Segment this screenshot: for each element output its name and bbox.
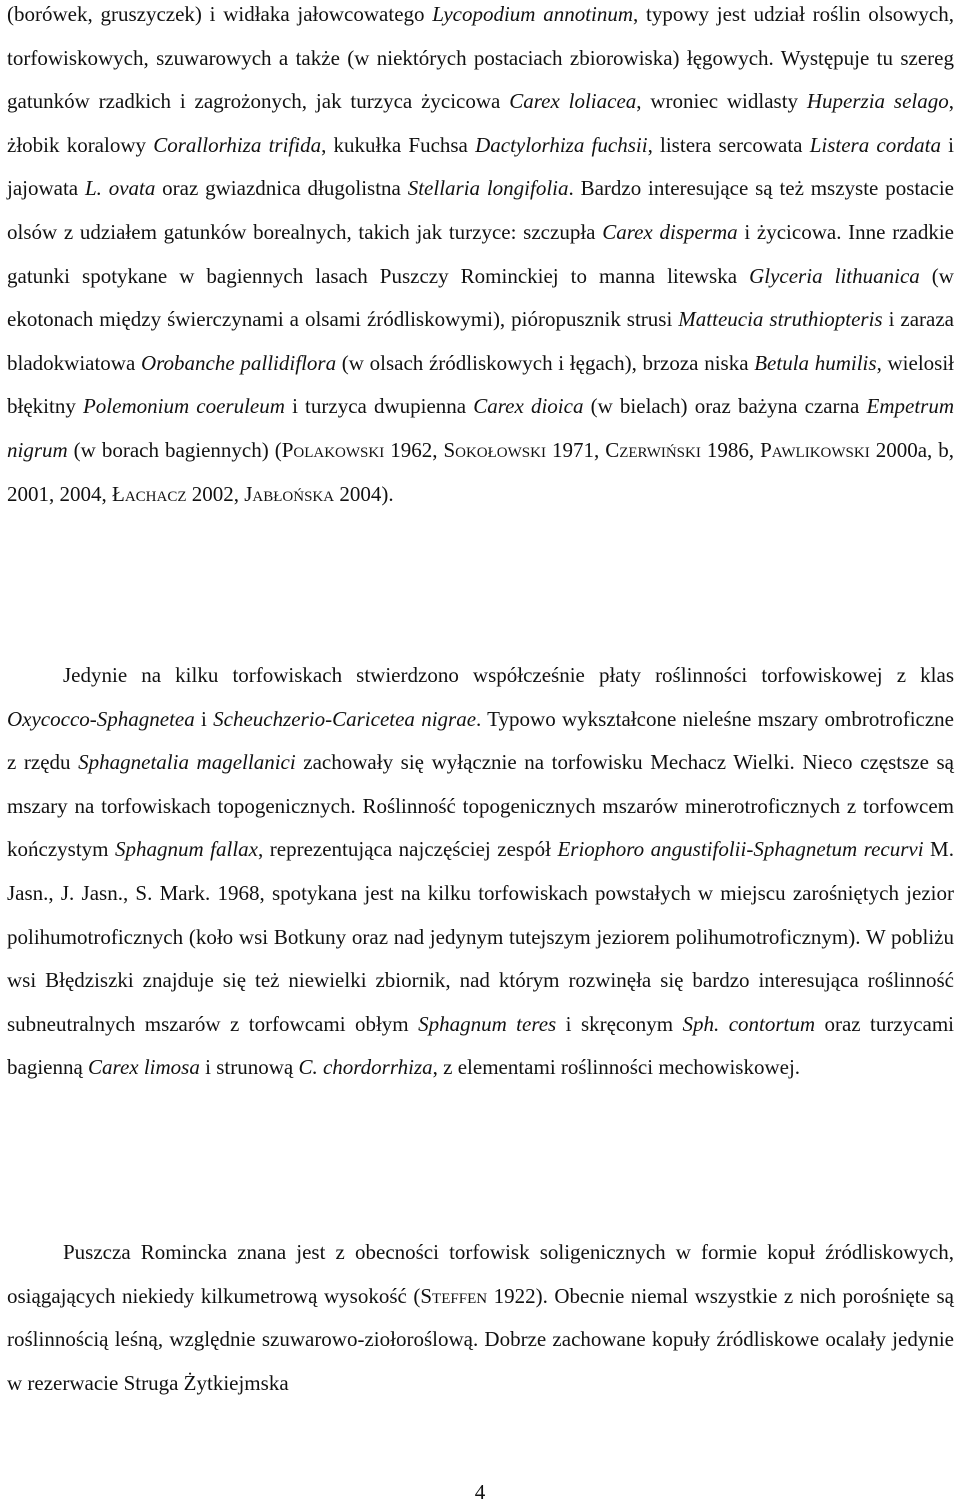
text-run: i turzyca dwupienna — [284, 394, 474, 419]
text-run: 1986, — [700, 437, 761, 462]
text-run: i jajowata — [7, 132, 954, 201]
text-run: , z elementami roślinności mechowiskowej. — [432, 1055, 801, 1080]
species-name: Orobanche pallidiflora — [141, 350, 337, 375]
text-run: , żłobik koralowy — [7, 89, 954, 157]
text-run: . Typowo wykształcone nieleśne mszary ombrotroficzne z rzędu — [7, 706, 955, 775]
text-run: 2000a, b, 2001, 2004, — [7, 437, 955, 506]
species-name: Corallorhiza trifida — [153, 132, 322, 157]
text-run: 1962, — [384, 437, 444, 462]
paragraph-3 — [7, 1231, 954, 1405]
author-citation: Pawlikowski — [760, 437, 870, 462]
text-run: , kukułka Fuchsa — [321, 132, 476, 157]
species-name: L. ovata — [84, 176, 156, 201]
text-run: . Bardzo interesujące są też mszyste postacie olsów z udziałem gatunków borealnych, takich jak turzyce: szczupła — [7, 176, 954, 244]
species-name: Carex loliacea — [509, 89, 637, 114]
text-run: zachowały się wyłącznie na torfowisku Mechacz Wielki. Nieco częstsze są mszary na torfowiskach topogenicznych. Roślinność topogenicznych mszarów minerotroficznych z torfowcem kończystym — [7, 750, 954, 862]
text-run: , wielosił błękitny — [7, 350, 955, 419]
text-run: (w borach bagiennych) ( — [67, 437, 282, 462]
species-name: Empetrum nigrum — [7, 394, 954, 462]
text-run: oraz gwiazdnica długolistna — [155, 176, 408, 201]
author-citation: Czerwiński — [605, 437, 701, 462]
text-run: i strunową — [199, 1055, 299, 1080]
species-name: Scheuchzerio-Caricetea nigrae — [213, 706, 477, 731]
species-name: Glyceria lithuanica — [749, 263, 920, 288]
text-run: i — [194, 706, 214, 731]
species-name: Carex limosa — [88, 1055, 200, 1080]
species-name: Carex disperma — [602, 219, 738, 244]
species-name: Lycopodium annotinum — [432, 2, 634, 26]
text-run: i zaraza bladokwiatowa — [7, 307, 955, 375]
text-run: (borówek, gruszyczek) i widłaka jałowcowatego — [7, 2, 433, 26]
text-run: 2002, — [186, 481, 245, 506]
author-citation: Polakowski — [281, 437, 385, 462]
text-run: (w ekotonach między świerczynami a olsami źródliskowymi), pióropusznik strusi — [7, 263, 954, 332]
text-run: , wroniec widlasty — [636, 89, 807, 114]
text-run: 1922). Obecnie niemal wszystkie z nich porośnięte są roślinnością leśną, względnie szuwarowo-ziołoroślową. Dobrze zachowane kopuły źródliskowe ocalały jedynie w rezerwacie Struga Żytkiejmska — [7, 1283, 954, 1395]
species-name: Listera cordata — [809, 132, 941, 157]
species-name: Sphagnum teres — [418, 1011, 557, 1036]
text-run: i życicowa. Inne rzadkie gatunki spotykane w bagiennych lasach Puszczy Rominckiej to manna litewska — [7, 219, 954, 288]
species-name: Sphagnetalia magellanici — [78, 750, 296, 775]
author-citation: Jabłońska — [244, 481, 335, 506]
text-run: , typowy jest udział roślin olsowych, torfowiskowych, szuwarowych a także (w niektórych postaciach zbiorowiska) łęgowych. Występuje tu szereg gatunków rzadkich i zagrożonych, jak turzyca życicowa — [7, 2, 954, 114]
species-name: Sph. contortum — [682, 1011, 816, 1036]
species-name: Polemonium coeruleum — [82, 394, 285, 419]
page-number: 4 — [474, 1480, 486, 1504]
species-name: Dactylorhiza fuchsii — [475, 132, 648, 157]
species-name: Stellaria longifolia — [407, 176, 569, 201]
species-name: Matteucia struthiopteris — [678, 307, 883, 332]
text-run: i skręconym — [556, 1011, 683, 1036]
text-run: , listera sercowata — [647, 132, 810, 157]
paragraph-2 — [7, 654, 954, 1090]
text-run: (w olsach źródliskowych i łęgach), brzoza niska — [336, 350, 755, 375]
species-name: Huperzia selago — [806, 89, 949, 114]
species-name: Sphagnum fallax — [115, 837, 258, 862]
text-run: M. Jasn., J. Jasn., S. Mark. 1968, spotykana jest na kilku torfowiskach powstałych w miejscu zarośniętych jezior polihumotroficznych (koło wsi Botkuny oraz nad jedynym tutejszym jeziorem polihumotroficznym). W pobliżu wsi Błędziszki znajduje się też niewielki zbiornik, nad którym rozwinęła się bardzo interesująca roślinność subneutralnych mszarów z torfowcami obłym — [7, 837, 954, 1036]
author-citation: Steffen — [420, 1283, 488, 1308]
text-run: , reprezentująca najczęściej zespół — [258, 837, 558, 862]
text-run: oraz turzycami bagienną — [7, 1011, 955, 1080]
text-run: 1971, — [545, 437, 606, 462]
text-run: Puszcza Romincka znana jest z obecności torfowisk soligenicznych w formie kopuł źródliskowych, osiągających niekiedy kilkumetrową wysokość ( — [7, 1240, 954, 1308]
author-citation: Sokołowski — [443, 437, 546, 462]
species-name: C. chordorrhiza — [298, 1055, 433, 1080]
author-citation: Łachacz — [112, 481, 187, 506]
species-name: Oxycocco-Sphagnetea — [7, 706, 195, 731]
species-name: Betula humilis — [754, 350, 877, 375]
species-name: Carex dioica — [473, 394, 584, 419]
text-run: (w bielach) oraz bażyna czarna — [583, 394, 867, 419]
paragraph-1 — [7, 0, 954, 516]
text-run: Jedynie na kilku torfowiskach stwierdzono współcześnie płaty roślinności torfowiskowej z klas — [63, 663, 954, 687]
text-run: 2004). — [334, 481, 394, 506]
species-name: Eriophoro angustifolii-Sphagnetum recurvi — [557, 837, 924, 862]
